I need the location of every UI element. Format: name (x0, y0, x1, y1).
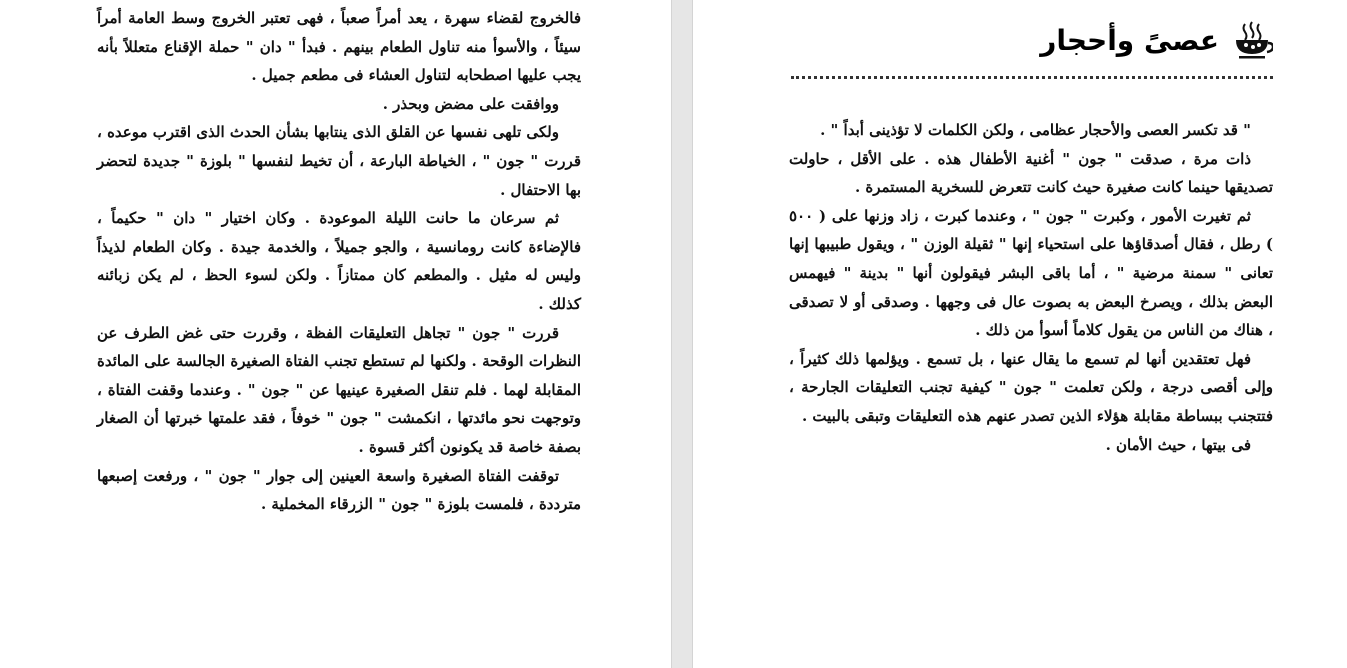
paragraph: ثم تغيرت الأمور ، وكبرت " جون " ، وعندما كبرت ، زاد وزنها على ( ٥٠٠ ) رطل ، فقال أصدقاؤها على استحياء إنها " ثقيلة الوزن " ، ويقول طبيبها إنها تعانى " سمنة مرضية " ، أما باقى البشر فيقولون أنها " بدينة " فيهمس البعض بذلك ، ويصرخ البعض به بصوت عال فى وجهها . وصدقى أو لا تصدقى ، هناك من الناس من يقول كلاماً أسوأ من ذلك . (789, 206, 1273, 340)
paragraph: قررت " جون " تجاهل التعليقات الفظة ، وقررت حتى غض الطرف عن النظرات الوقحة . ولكنها لم تستطع تجنب الفتاة الصغيرة الجالسة على المائدة المقابلة لهما . فلم تنقل الصغيرة عينيها عن " جون " . وعندما وقفت الفتاة ، وتوجهت نحو مائدتها ، انكمشت " جون " خوفاً ، فقد علمتها خبرتها أن الصغار بصفة خاصة قد يكونون أكثر قسوة . (97, 323, 581, 456)
right-page-text (789, 116, 1273, 459)
paragraph: توقفت الفتاة الصغيرة واسعة العينين إلى جوار " جون " ، ورفعت إصبعها مترددة ، فلمست بلوزة " جون " الزرقاء المخملية . (97, 466, 581, 514)
chapter-title: عصىً وأحجار (1040, 23, 1219, 57)
paragraph: فهل تعتقدين أنها لم تسمع ما يقال عنها ، بل تسمع . ويؤلمها ذلك كثيراً ، وإلى أقصى درجة ، ولكن تعلمت " جون " كيفية تجنب التعليقات الجارحة ، فتتجنب ببساطة مقابلة هؤلاء الذين تصدر عنهم هذه التعليقات وتبقى بالبيت . (789, 349, 1273, 425)
paragraph: فالخروج لقضاء سهرة ، يعد أمراً صعباً ، فهى تعتبر الخروج وسط العامة أمراً سيئاً ، والأسوأ منه تناول الطعام بينهم . فبدأ " دان " حملة الإقناع متعللاً بأنه يجب عليها اصطحابه لتناول العشاء فى مطعم جميل . (97, 9, 581, 85)
steaming-cup-icon (1233, 20, 1273, 60)
left-page (0, 0, 672, 668)
paragraph: ولكى تلهى نفسها عن القلق الذى ينتابها بشأن الحدث الذى اقترب موعده ، قررت " جون " ، الخياطة البارعة ، أن تخيط لنفسها " بلوزة " جديدة لتحضر بها الاحتفال . (97, 123, 581, 199)
paragraph: ذات مرة ، صدقت " جون " أغنية الأطفال هذه . على الأقل ، حاولت تصديقها حينما كانت صغيرة حيث كانت تتعرض للسخرية المستمرة . (789, 149, 1273, 197)
title-divider (791, 76, 1273, 79)
chapter-header (693, 20, 1273, 60)
paragraph: ثم سرعان ما حانت الليلة الموعودة . وكان اختيار " دان " حكيماً ، فالإضاءة كانت رومانسية ، والجو جميلاً ، والخدمة جيدة . وكان الطعام لذيذاً وليس له مثيل . والمطعم كان ممتازاً . ولكن لسوء الحظ ، لم يكن زبائنه كذلك . (97, 209, 581, 313)
paragraph: " قد تكسر العصى والأحجار عظامى ، ولكن الكلمات لا تؤذينى أبداً " . (820, 121, 1251, 139)
paragraph: فى بيتها ، حيث الأمان . (1105, 435, 1251, 454)
page-gutter (672, 0, 692, 668)
paragraph: ووافقت على مضض وبحذر . (382, 94, 559, 113)
right-page (692, 0, 1347, 668)
left-page-text (97, 4, 581, 519)
